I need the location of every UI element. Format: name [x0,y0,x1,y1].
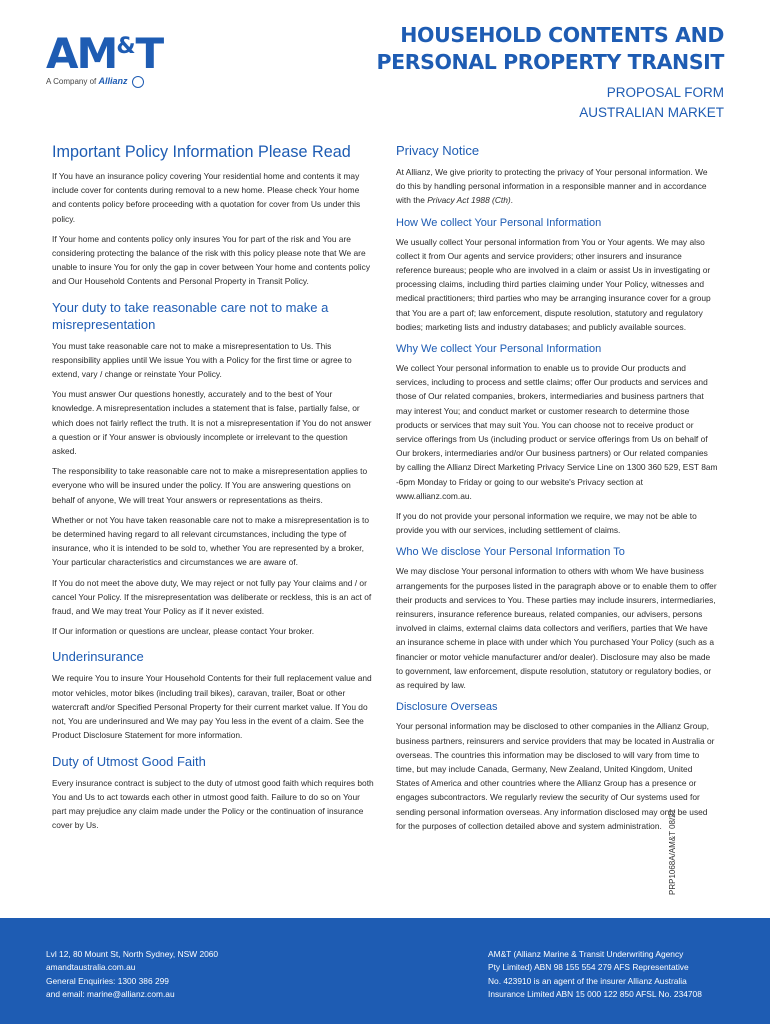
why-collect-paragraph-2: If you do not provide your personal information we require, we may not be able to provide you with our services, including settlement of claims. [396,511,697,536]
logo-wordmark: AM&T [46,29,163,78]
document-reference-code: PRP1068A/AM&T 08/21 [668,808,677,895]
logo-subline [46,76,144,88]
duty-care-paragraph-4: Whether or not You have taken reasonable care not to make a misrepresentation is to be determined having regard to all relevant circumstances, including the type of insurance, who it is intended to be sold to, whether You are represented by a broker, Your particular characteristics and circumstances we are aware of. [52,514,370,568]
document-title [377,22,725,76]
how-collect-heading: How We collect Your Personal Information [396,216,602,229]
privacy-notice-section [396,142,718,208]
important-info-paragraph-1: If You have an insurance policy covering Your residential home and contents it may include cover for contents during removal to a new home. Please check Your home and contents policy before proceeding with a quotation for cover from Us under this policy. [52,171,361,224]
duty-care-section [52,299,374,639]
footer-legal-line: No. 423910 is an agent of the insurer Allianz Australia [488,975,687,986]
title-line-1: HOUSEHOLD CONTENTS AND [400,23,724,47]
underinsurance-paragraph: We require You to insure Your Household Contents for their full replacement value and motor vehicles, motor bikes (including trail bikes), caravan, trailer, Boat or other watercraft and/or Specified Personal Property for their current market value. If You do not, You are underinsured and We may pay You less in the event of a claim. See the Product Disclosure Statement for more information. [52,673,372,741]
good-faith-paragraph: Every insurance contract is subject to the duty of utmost good faith which requires both You and Us to act towards each other in utmost good faith. Failure to do so on Your part may prejudice any claim made under the Policy or the continuation of insurance cover by Us. [52,777,374,831]
allianz-eagle-icon [132,76,144,88]
subtitle-line-1: PROPOSAL FORM [606,85,724,100]
right-column [396,142,718,839]
good-faith-heading: Duty of Utmost Good Faith [52,753,206,769]
disclose-paragraph: We may disclose Your personal information to others with whom We have business arrangements for the purposes listed in the paragraph above or to enable them to offer their products and services to You. These parties may include insurers, intermediaries, reinsurers, insurance reference bureaus, related companies, our advisers, persons involved in claims, external claims data collectors and verifiers, parties that We have an insurance scheme in place with under which You purchased Your Policy (such as a financier or motor vehicle manufacturer and/or dealer). Disclosure may also be made to government, law enforcement, dispute resolution, statutory or regulatory bodies, or as required by law. [396,566,717,691]
duty-care-paragraph-6: If Our information or questions are unclear, please contact Your broker. [52,626,315,637]
footer-phone: General Enquiries: 1300 386 299 [46,975,169,986]
duty-care-paragraph-2: You must answer Our questions honestly, accurately and to the best of Your knowledge. A misrepresentation includes a statement that is false, partially false, or which does not fairly reflect the truth. It is not a misrepresentation if You do not answer a question or if Your answer is obviously incomplete or irrelevant to the question asked. [52,389,372,457]
footer [0,918,770,1024]
overseas-heading: Disclosure Overseas [396,701,498,714]
footer-email: and email: marine@allianz.com.au [46,989,175,1000]
privacy-notice-paragraph: At Allianz, We give priority to protecting the privacy of Your personal information. We do this by handling personal information in a responsible manner and in accordance with the Privacy Act 1988 (Cth). [396,167,708,206]
important-info-paragraph-2: If Your home and contents policy only insures You for part of the risk and You are considering protecting the balance of the risk with this policy please note that We are unable to insure You for only the gap in cover between Your home and contents policy and Our Household Contents and Personal Property in Transit Policy. [52,233,371,287]
footer-website: amandtaustralia.com.au [46,962,136,973]
why-collect-paragraph-1: We collect Your personal information to enable us to provide Our products and services, including to process and settle claims; offer Our products and services and those of Our related companies, brokers, intermediaries and business partners that may interest You; and conduct market or customer research to determine those products or services that may suit You. You can choose not to receive product or service offerings from Us (including product or service offerings from Us on behalf of Our brokers, intermediaries and/or Our business partners) or Our related companies by calling the Allianz Direct Marketing Privacy Service Line on 1300 360 529, EST 8am -6pm Monday to Friday or going to our website's Privacy section at www.allianz.com.au. [396,363,718,501]
footer-address: Lvl 12, 80 Mount St, North Sydney, NSW 2060 [46,949,219,959]
why-collect-section [396,342,718,537]
footer-legal-line: Pty Limited) ABN 98 155 554 279 AFS Representative [488,962,689,973]
underinsurance-section [52,648,374,742]
duty-care-heading: Your duty to take reasonable care not to make a misrepresentation [52,299,329,332]
how-collect-section [396,216,718,334]
amt-logo [46,24,216,94]
underinsurance-heading: Underinsurance [52,649,144,665]
logo-company-prefix: A Company of [46,77,97,87]
duty-care-paragraph-3: The responsibility to take reasonable care not to make a misrepresentation applies to everyone who will be insured under the policy. If You are answering questions on behalf of anyone, We will treat Your answers or representations as theirs. [52,466,368,505]
left-column [52,142,374,838]
important-info-heading: Important Policy Information Please Read [52,143,351,161]
why-collect-heading: Why We collect Your Personal Information [396,343,602,356]
logo-company-name: Allianz [98,76,128,87]
footer-legal [488,948,728,1002]
footer-legal-line: AM&T (Allianz Marine & Transit Underwriting Agency [488,949,684,959]
footer-contact [46,948,218,1002]
good-faith-section [52,753,374,833]
title-line-2: PERSONAL PROPERTY TRANSIT [376,50,724,74]
subtitle-line-2: AUSTRALIAN MARKET [579,105,724,120]
how-collect-paragraph: We usually collect Your personal information from You or Your agents. We may also collect it from Our agents and service providers; other insurers and insurance reference bureaus; people who are involved in a claim or assist Us in investigating or processing claims, including third parties claiming under Your Policy, witnesses and medical practitioners; third parties who may be arranging insurance cover for a group that You are a part of; law enforcement, dispute resolution, statutory and regulatory bodies; marketing lists and industry databases; and publicly available sources. [396,236,711,332]
duty-care-paragraph-1: You must take reasonable care not to make a misrepresentation to Us. This responsibility applies until We issue You with a Policy for the first time or agree to extend, vary / change or reinstate Your Policy. [52,340,352,380]
privacy-notice-heading: Privacy Notice [396,143,480,158]
disclose-heading: Who We disclose Your Personal Information To [396,546,625,559]
important-info-section [52,142,374,289]
duty-care-paragraph-5: If You do not meet the above duty, We may reject or not fully pay Your claims and / or cancel Your Policy. If the misrepresentation was deliberate or reckless, this is an act of fraud, and We may treat Your Policy as if it never existed. [52,577,372,617]
overseas-paragraph: Your personal information may be disclosed to other companies in the Allianz Group, business partners, reinsurers and service providers that may be located in Australia or overseas. The countries this information may be disclosed to will vary from time to time, but may include Canada, Germany, New Zealand, United Kingdom, United States of America and other countries where the Allianz Group has a presence or engages subcontractors. We regularly review the security of Our systems used for sending personal information overseas. Any information disclosed may only be used for the purposes of collection detailed above and system administration. [396,721,715,831]
disclose-section [396,545,718,692]
document-subtitle [579,83,724,123]
footer-legal-line: Insurance Limited ABN 15 000 122 850 AFSL No. 234708 [488,989,702,1000]
privacy-act-citation: Privacy Act 1988 (Cth) [427,195,511,206]
